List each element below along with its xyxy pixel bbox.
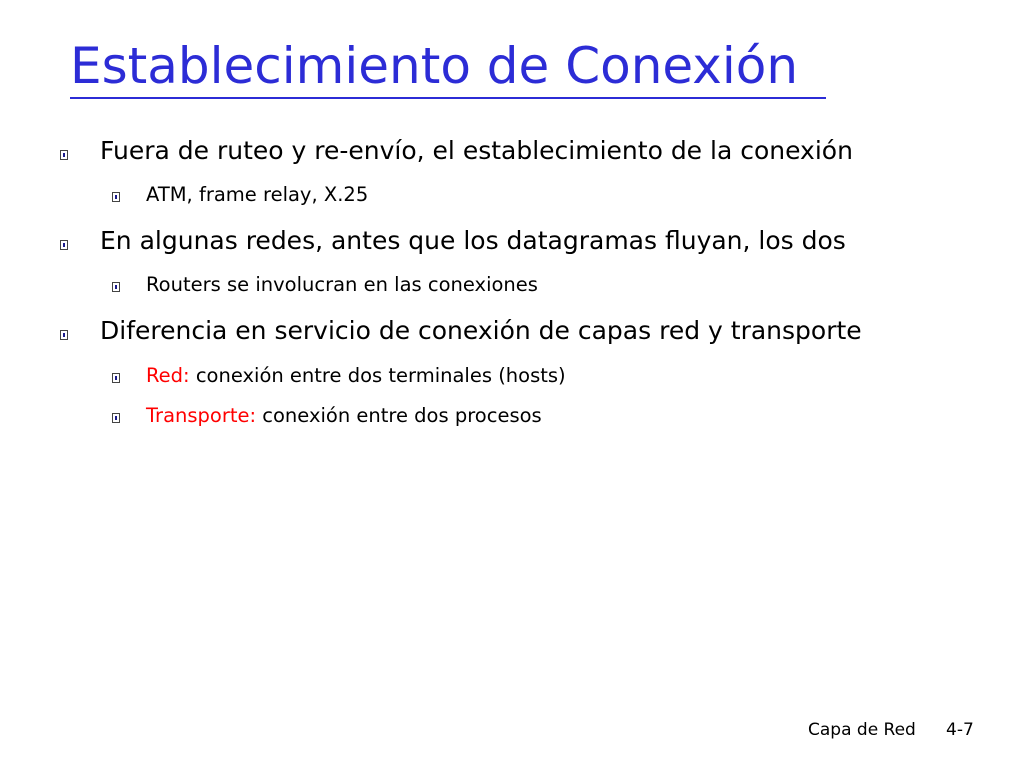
bullet-icon [112, 282, 120, 292]
sub-bullet-text: conexión entre dos procesos [256, 404, 542, 427]
sub-bullet-item [112, 183, 368, 206]
bullet-item [60, 316, 862, 345]
slide-title: Establecimiento de Conexión [70, 37, 799, 95]
footer-chapter-label: Capa de Red [808, 720, 916, 740]
sub-bullet-item [112, 364, 566, 387]
sub-bullet-text: conexión entre dos terminales (hosts) [189, 364, 566, 387]
bullet-icon [112, 192, 120, 202]
bullet-icon [112, 373, 120, 383]
footer-page-number: 4-7 [946, 720, 974, 740]
bullet-icon [60, 150, 68, 160]
bullet-text: En algunas redes, antes que los datagramas fluyan, los dos [100, 226, 846, 255]
bullet-item [60, 136, 853, 165]
bullet-icon [112, 413, 120, 423]
bullet-icon [60, 330, 68, 340]
title-underline [70, 97, 826, 99]
highlight-label: Transporte: [146, 404, 257, 427]
sub-bullet-text: ATM, frame relay, X.25 [146, 183, 369, 206]
bullet-text: Fuera de ruteo y re-envío, el establecimiento de la conexión [100, 136, 853, 165]
bullet-icon [60, 240, 68, 250]
bullet-text: Diferencia en servicio de conexión de capas red y transporte [100, 316, 862, 345]
bullet-item [60, 226, 846, 255]
sub-bullet-item [112, 273, 538, 296]
sub-bullet-item [112, 404, 542, 427]
highlight-label: Red: [146, 364, 190, 387]
sub-bullet-text: Routers se involucran en las conexiones [146, 273, 538, 296]
